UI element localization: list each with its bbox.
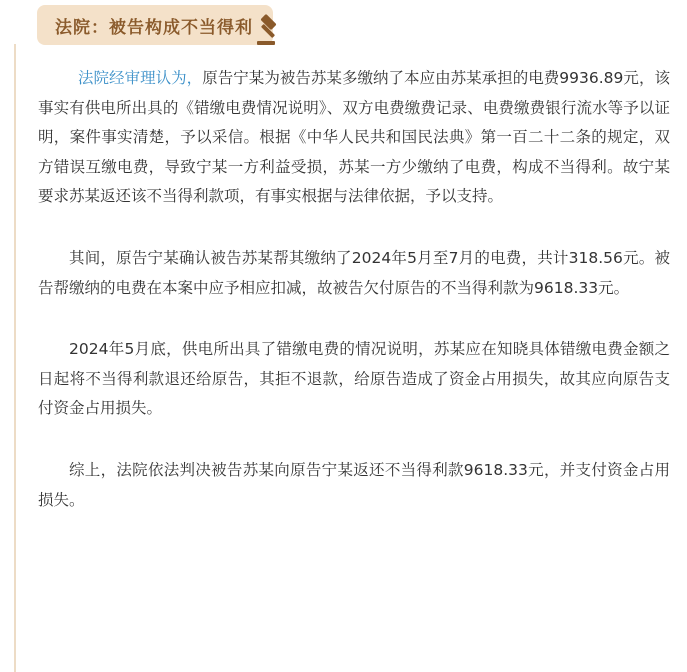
court-reasoning-lead: 法院经审理认为， (78, 69, 203, 87)
paragraph-deduction: 其间，原告宁某确认被告苏某帮其缴纳了2024年5月至7月的电费，共计318.56元。被告帮缴纳的电费在本案中应予相应扣减，故被告欠付原告的不当得利款为9618.33元。 (38, 248, 670, 297)
paragraph-judgment: 综上，法院依法判决被告苏某向原告宁某返还不当得利款9618.33元，并支付资金占用损失。 (38, 460, 670, 509)
court-reasoning-text: 原告宁某为被告苏某多缴纳了本应由苏某承担的电费9936.89元，该事实有供电所出具的《错缴电费情况说明》、双方电费缴费记录、电费缴费银行流水等予以证明，案件事实清楚，予以采信。根据《中华人民共和国民法典》第一百二十二条的规定，双方错误互缴电费，导致宁某一方利益受损，苏某一方少缴纳了电费，构成不当得利。故宁某要求苏某返还该不当得利款项，有事实根据与法律依据，予以支持。 (38, 69, 670, 206)
section-title: 法院：被告构成不当得利 (55, 18, 253, 38)
article-body (38, 64, 670, 547)
paragraph-court-reasoning (38, 64, 670, 212)
gavel-icon (253, 14, 287, 48)
left-border-rule (14, 44, 16, 672)
paragraph-occupation-loss: 2024年5月底，供电所出具了错缴电费的情况说明，苏某应在知晓具体错缴电费金额之日起将不当得利款退还给原告，其拒不退款，给原告造成了资金占用损失，故其应向原告支付资金占用损失。 (38, 340, 670, 418)
section-header-badge (37, 5, 273, 45)
